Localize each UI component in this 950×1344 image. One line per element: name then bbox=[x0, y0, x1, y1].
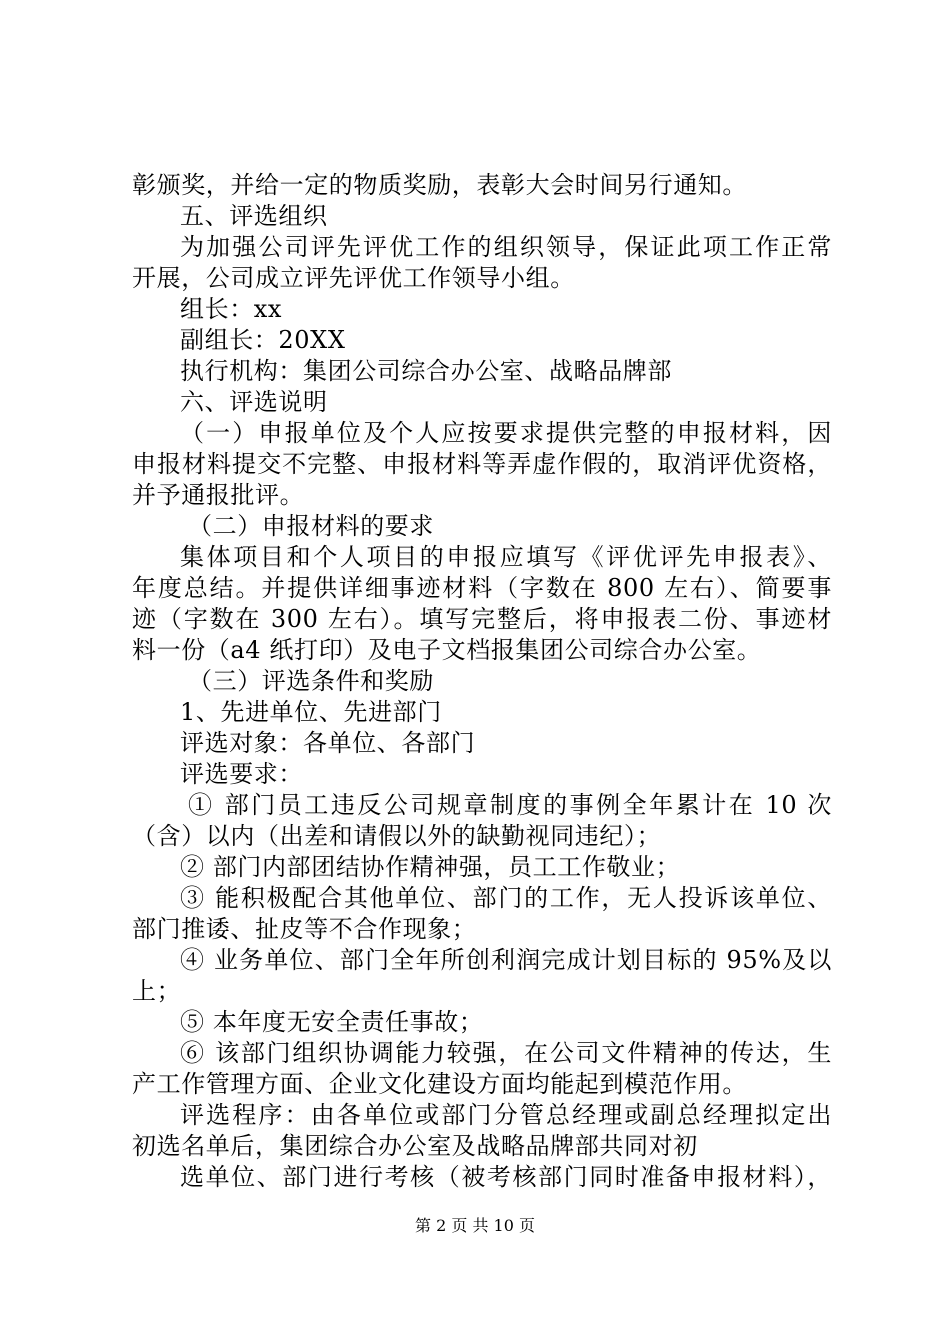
text-line: 迹（字数在 300 左右）。填写完整后，将申报表二份、事迹材 bbox=[132, 605, 832, 633]
text-line: 副组长：20XX bbox=[180, 326, 346, 354]
text-line: 评选对象：各单位、各部门 bbox=[180, 729, 476, 757]
text-line: （三）评选条件和奖励 bbox=[188, 667, 434, 695]
text-line: 料一份（a4 纸打印）及电子文档报集团公司综合办公室。 bbox=[132, 636, 762, 664]
text-line: 选单位、部门进行考核（被考核部门同时准备申报材料）， bbox=[180, 1163, 832, 1191]
text-line: 年度总结。并提供详细事迹材料（字数在 800 左右）、简要事 bbox=[132, 574, 832, 602]
text-line: ③ 能积极配合其他单位、部门的工作，无人投诉该单位、 bbox=[180, 884, 832, 912]
text-line: ⑥ 该部门组织协调能力较强，在公司文件精神的传达，生 bbox=[180, 1039, 832, 1067]
text-line: ④ 业务单位、部门全年所创利润完成计划目标的 95%及以 bbox=[180, 946, 832, 974]
text-line: 组长：xx bbox=[180, 295, 283, 323]
text-line: ② 部门内部团结协作精神强，员工工作敬业； bbox=[180, 853, 681, 881]
text-line: 产工作管理方面、企业文化建设方面均能起到模范作用。 bbox=[132, 1070, 747, 1098]
text-line: （含）以内（出差和请假以外的缺勤视同违纪）； bbox=[132, 822, 662, 850]
document-body bbox=[132, 170, 832, 1193]
text-line: （一）申报单位及个人应按要求提供完整的申报材料，因 bbox=[180, 419, 832, 447]
text-line: 开展，公司成立评先评优工作领导小组。 bbox=[132, 264, 575, 292]
text-line: 执行机构：集团公司综合办公室、战略品牌部 bbox=[180, 357, 672, 385]
text-line: 六、评选说明 bbox=[180, 388, 328, 416]
text-line: 集体项目和个人项目的申报应填写《评优评先申报表》、 bbox=[180, 543, 832, 571]
text-line: 五、评选组织 bbox=[180, 202, 328, 230]
text-line: 彰颁奖，并给一定的物质奖励，表彰大会时间另行通知。 bbox=[132, 171, 747, 199]
text-line: 初选名单后，集团综合办公室及战略品牌部共同对初 bbox=[132, 1132, 698, 1160]
text-line: 评选程序：由各单位或部门分管总经理或副总经理拟定出 bbox=[180, 1101, 832, 1129]
text-line: 评选要求： bbox=[180, 760, 303, 788]
text-line: 并予通报批评。 bbox=[132, 481, 305, 509]
page-footer: 第 2 页 共 10 页 bbox=[415, 1216, 535, 1235]
text-line: ① 部门员工违反公司规章制度的事例全年累计在 10 次 bbox=[188, 791, 832, 819]
text-line: 申报材料提交不完整、申报材料等弄虚作假的，取消评优资格， bbox=[132, 450, 832, 478]
text-line: ⑤ 本年度无安全责任事故； bbox=[180, 1008, 484, 1036]
text-line: 1、先进单位、先进部门 bbox=[180, 698, 442, 726]
text-line: 上； bbox=[132, 977, 182, 1005]
text-line: 部门推诿、扯皮等不合作现象； bbox=[132, 915, 477, 943]
text-line: 为加强公司评先评优工作的组织领导，保证此项工作正常 bbox=[180, 233, 832, 261]
text-line: （二）申报材料的要求 bbox=[188, 512, 434, 540]
